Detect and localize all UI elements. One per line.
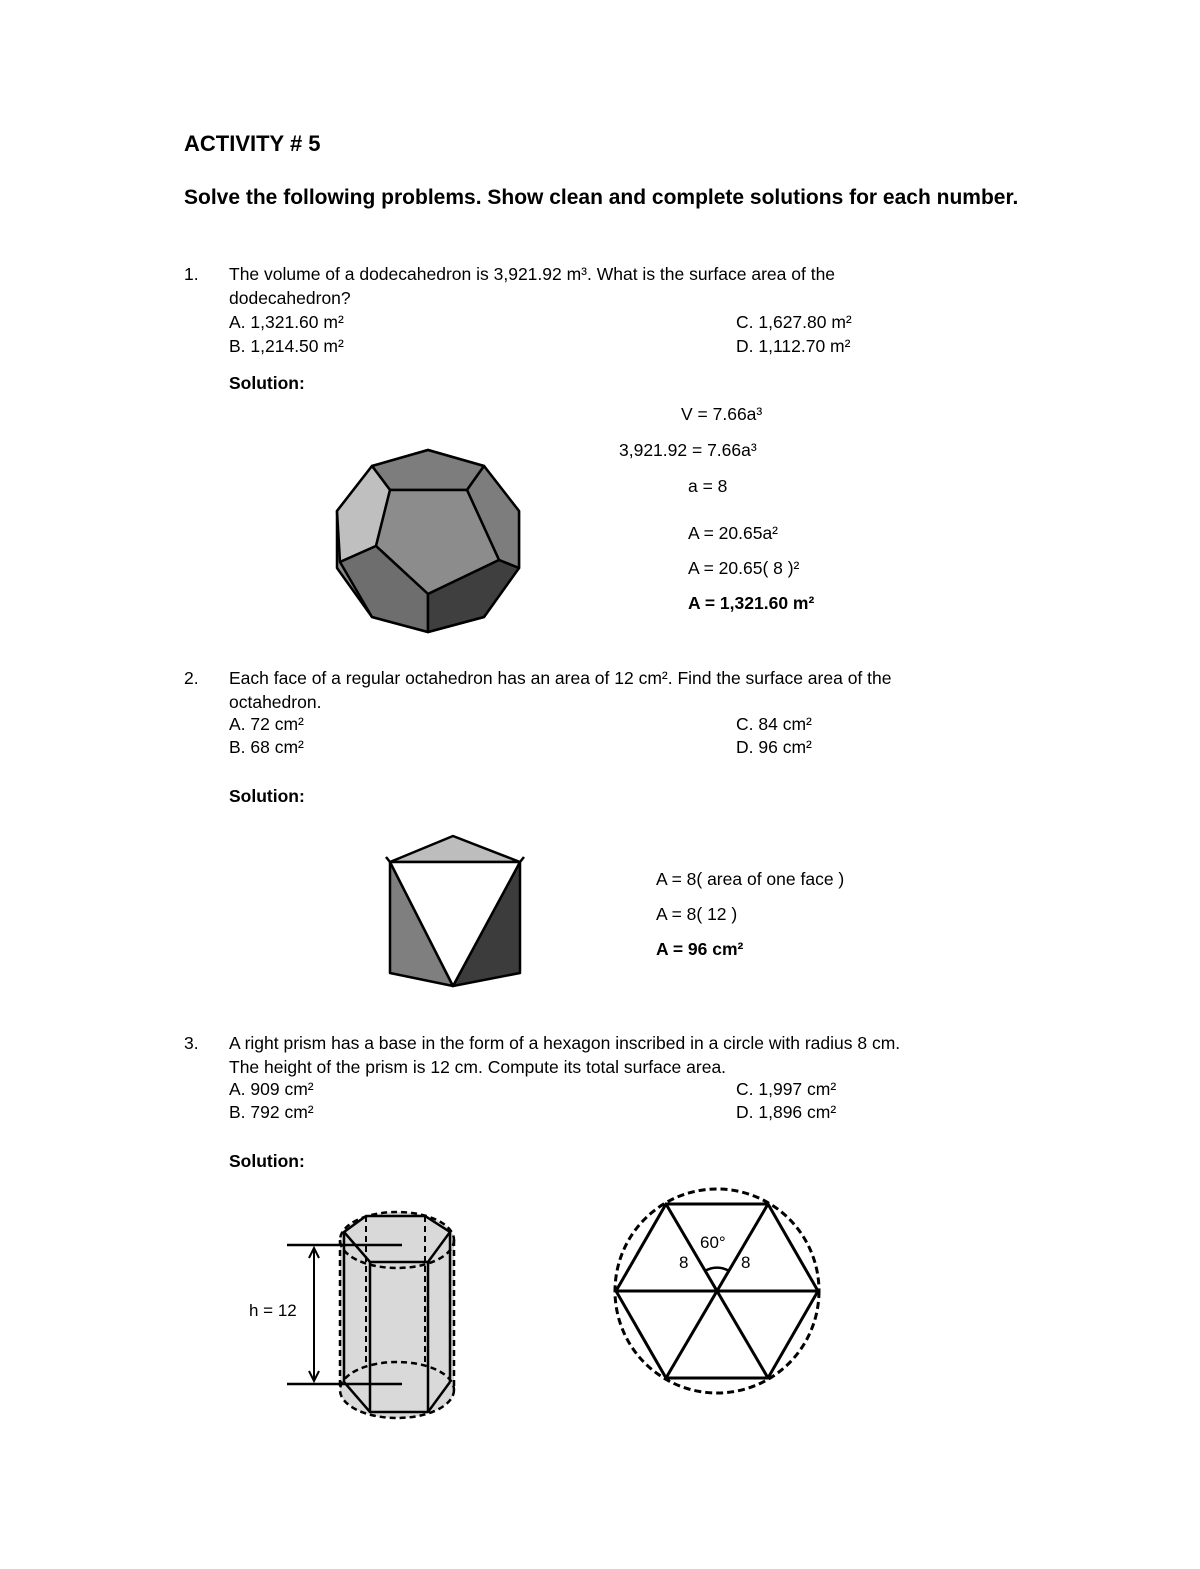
- solution-step: 3,921.92 = 7.66a³: [619, 440, 757, 460]
- option-d: D. 1,896 cm²: [736, 1102, 837, 1122]
- height-label: h = 12: [249, 1301, 297, 1320]
- solution-step: V = 7.66a³: [681, 404, 763, 424]
- question-text-line2: octahedron.: [229, 692, 322, 712]
- option-d: D. 1,112.70 m²: [736, 336, 851, 356]
- option-b: B. 792 cm²: [229, 1102, 314, 1122]
- option-a: A. 1,321.60 m²: [229, 312, 344, 332]
- side-label-right: 8: [741, 1253, 751, 1272]
- solution-answer: A = 96 cm²: [656, 939, 744, 959]
- option-c: C. 1,997 cm²: [736, 1079, 837, 1099]
- solution-step: A = 8( 12 ): [656, 904, 738, 924]
- question-text-line1: A right prism has a base in the form of a hexagon inscribed in a circle with radius 8 cm.: [229, 1033, 901, 1053]
- solution-answer: A = 1,321.60 m²: [688, 593, 815, 613]
- question-number: 1.: [184, 264, 199, 284]
- solution-label: Solution:: [229, 1151, 305, 1171]
- option-b: B. 1,214.50 m²: [229, 336, 344, 356]
- activity-title: ACTIVITY # 5: [184, 131, 321, 156]
- instructions: Solve the following problems. Show clean and complete solutions for each number.: [184, 186, 1019, 209]
- solution-label: Solution:: [229, 373, 305, 393]
- option-c: C. 1,627.80 m²: [736, 312, 852, 332]
- option-b: B. 68 cm²: [229, 737, 304, 757]
- option-a: A. 72 cm²: [229, 714, 304, 734]
- solution-step: a = 8: [688, 476, 728, 496]
- question-number: 3.: [184, 1033, 199, 1053]
- question-text-line2: The height of the prism is 12 cm. Compute its total surface area.: [229, 1057, 727, 1077]
- option-d: D. 96 cm²: [736, 737, 812, 757]
- solution-step: A = 20.65( 8 )²: [688, 558, 800, 578]
- angle-label: 60°: [700, 1233, 726, 1252]
- question-text-line2: dodecahedron?: [229, 288, 351, 308]
- question-text-line1: Each face of a regular octahedron has an area of 12 cm². Find the surface area of the: [229, 668, 892, 688]
- solution-step: A = 20.65a²: [688, 523, 779, 543]
- solution-label: Solution:: [229, 786, 305, 806]
- solution-step: A = 8( area of one face ): [656, 869, 845, 889]
- option-a: A. 909 cm²: [229, 1079, 314, 1099]
- question-number: 2.: [184, 668, 199, 688]
- question-text-line1: The volume of a dodecahedron is 3,921.92 m³. What is the surface area of the: [229, 264, 836, 284]
- option-c: C. 84 cm²: [736, 714, 812, 734]
- side-label-left: 8: [679, 1253, 689, 1272]
